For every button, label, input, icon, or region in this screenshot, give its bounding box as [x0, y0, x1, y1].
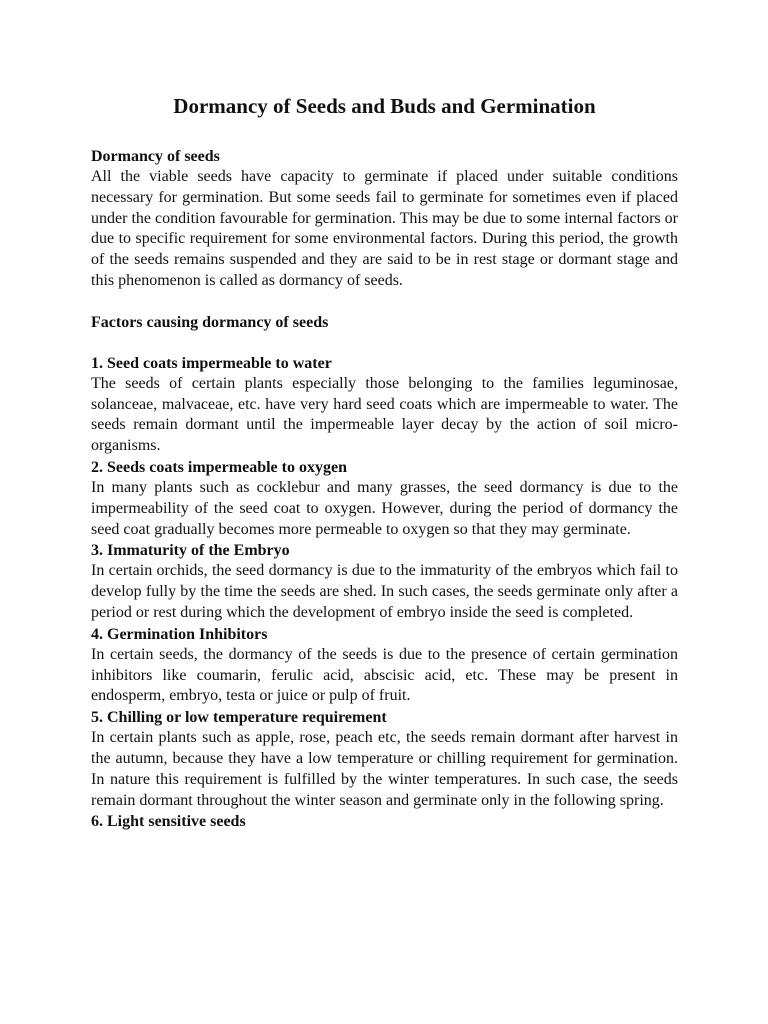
section-heading-factors: Factors causing dormancy of seeds [91, 313, 329, 331]
factor-text-4: In certain seeds, the dormancy of the seeds is due to the presence of certain germination inhibitors like coumarin, ferulic acid, abscisic acid, etc. These may be present in endosperm, embryo, testa or juice or pulp of fruit. [91, 645, 678, 705]
factor-heading-4: 4. Germination Inhibitors [91, 625, 268, 643]
factor-text-2: In many plants such as cocklebur and many grasses, the seed dormancy is due to the impermeability of the seed coat to oxygen. However, during the period of dormancy the seed coat gradually becomes more permeable to oxygen so that they may germinate. [91, 478, 678, 538]
factor-heading-5: 5. Chilling or low temperature requirement [91, 709, 387, 727]
factor-heading-1: 1. Seed coats impermeable to water [91, 354, 332, 372]
section-heading-dormancy: Dormancy of seeds [91, 148, 220, 165]
factor-text-3: In certain orchids, the seed dormancy is due to the immaturity of the embryos which fail to develop fully by the time the seeds are shed. In such cases, the seeds germinate only after a period or rest during which the development of embryo inside the seed is completed. [91, 562, 678, 621]
factor-text-5: In certain plants such as apple, rose, peach etc, the seeds remain dormant after harvest in the autumn, because they have a low temperature or chilling requirement for germination. In nature this requirement is fulfilled by the winter temperatures. In such case, the seeds remain dormant throughout the winter season and germinate only in the following spring. [91, 729, 678, 809]
factor-heading-2: 2. Seeds coats impermeable to oxygen [91, 458, 347, 476]
document-title: Dormancy of Seeds and Buds and Germination [173, 94, 596, 118]
spacer [91, 292, 678, 312]
section-text-dormancy: All the viable seeds have capacity to germinate if placed under suitable conditions necessary for germination. But some seeds fail to germinate for sometimes even if placed under the condition favourable for germination. This may be due to some internal factors or due to specific requirement for some environmental factors. During this period, the growth of the seeds remains suspended and they are said to be in rest stage or dormant stage and this phenomenon is called as dormancy of seeds. [91, 168, 678, 289]
factor-heading-3: 3. Immaturity of the Embryo [91, 542, 290, 560]
document-page [91, 92, 678, 832]
factor-text-1: The seeds of certain plants especially those belonging to the families leguminosae, solanceae, malvaceae, etc. have very hard seed coats which are impermeable to water. The seeds remain dormant until the impermeable layer decay by the action of soil micro-organisms. [91, 374, 678, 455]
spacer [91, 333, 678, 353]
factor-heading-6: 6. Light sensitive seeds [91, 813, 246, 831]
